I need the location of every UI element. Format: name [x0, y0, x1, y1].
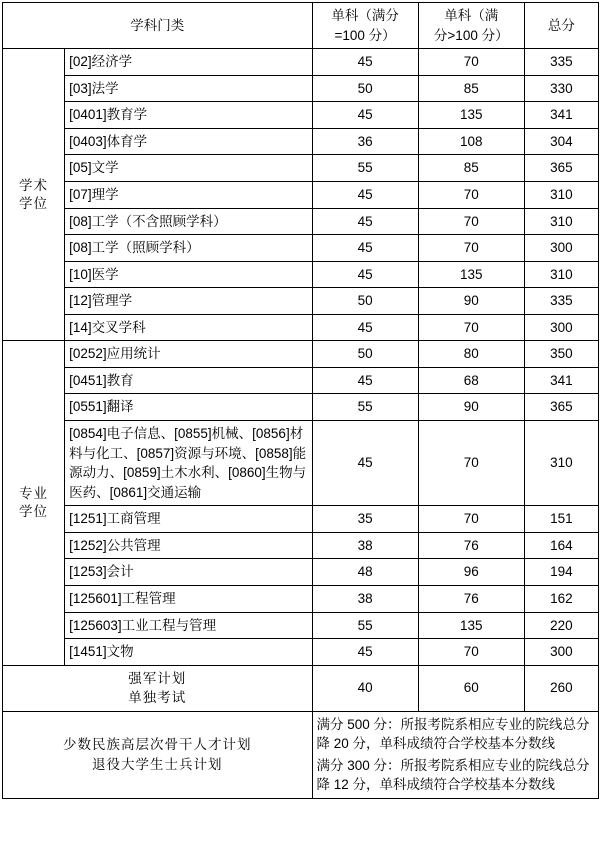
- score-single-over-100: 70: [418, 181, 524, 208]
- discipline-name: [1252]公共管理: [65, 532, 312, 559]
- table-row: [3, 235, 599, 262]
- score-single-100: 50: [312, 288, 418, 315]
- score-single-100: 45: [312, 102, 418, 129]
- header-discipline: 学科门类: [3, 3, 313, 49]
- table-header-row: [3, 3, 599, 49]
- table-row: [3, 75, 599, 102]
- table-row-special: [3, 665, 599, 711]
- table-row: [3, 49, 599, 76]
- special-plan-label: [3, 665, 313, 711]
- score-total: 310: [524, 208, 598, 235]
- minority-plan-line2: 退役大学生士兵计划: [92, 756, 223, 772]
- table-row-note: [3, 711, 599, 798]
- score-single-100: 45: [312, 314, 418, 341]
- discipline-name: [10]医学: [65, 261, 312, 288]
- score-single-over-100: 90: [418, 394, 524, 421]
- score-single-over-100: 70: [418, 506, 524, 533]
- score-single-over-100: 90: [418, 288, 524, 315]
- table-row: [3, 102, 599, 129]
- discipline-name: [12]管理学: [65, 288, 312, 315]
- discipline-name: [1251]工商管理: [65, 506, 312, 533]
- score-single-over-100: 70: [418, 639, 524, 666]
- table-row: [3, 314, 599, 341]
- score-total: 220: [524, 612, 598, 639]
- score-single-100: 45: [312, 639, 418, 666]
- group-label-line2: 学位: [19, 503, 49, 519]
- discipline-name: [0551]翻译: [65, 394, 312, 421]
- score-single-over-100: 85: [418, 75, 524, 102]
- table-row: [3, 128, 599, 155]
- table-row: [3, 367, 599, 394]
- table-row: [3, 261, 599, 288]
- table-row: [3, 612, 599, 639]
- score-total: 310: [524, 261, 598, 288]
- header-total: 总分: [524, 3, 598, 49]
- special-plan-line1: 强军计划: [128, 670, 187, 686]
- special-plan-line2: 单独考试: [128, 690, 187, 706]
- score-single-over-100: 85: [418, 155, 524, 182]
- discipline-name: [05]文学: [65, 155, 312, 182]
- table-row: [3, 181, 599, 208]
- header-single-100-line2: =100 分）: [334, 27, 396, 43]
- score-total: 151: [524, 506, 598, 533]
- minority-plan-line1: 少数民族高层次骨干人才计划: [63, 737, 252, 753]
- score-single-over-100: 76: [418, 585, 524, 612]
- score-total: 300: [524, 235, 598, 262]
- score-single-over-100: 70: [418, 421, 524, 506]
- score-total: 350: [524, 341, 598, 368]
- score-total: 341: [524, 367, 598, 394]
- score-single-100: 50: [312, 75, 418, 102]
- discipline-name: [08]工学（不含照顾学科）: [65, 208, 312, 235]
- score-single-over-100: 96: [418, 559, 524, 586]
- score-single-over-100: 76: [418, 532, 524, 559]
- score-single-100: 45: [312, 181, 418, 208]
- table-row: [3, 288, 599, 315]
- header-single-over-100-line2: 分>100 分）: [433, 27, 509, 43]
- score-single-100: 38: [312, 532, 418, 559]
- score-total: 304: [524, 128, 598, 155]
- discipline-name: [125601]工程管理: [65, 585, 312, 612]
- score-total: 365: [524, 394, 598, 421]
- score-single-over-100: 135: [418, 261, 524, 288]
- score-total: 310: [524, 181, 598, 208]
- score-single-100: 45: [312, 367, 418, 394]
- group-label-line2: 学位: [19, 195, 49, 211]
- score-single-100: 55: [312, 612, 418, 639]
- table-row: [3, 585, 599, 612]
- score-total: 335: [524, 49, 598, 76]
- minority-plan-label: [3, 711, 313, 798]
- score-single-100: 35: [312, 506, 418, 533]
- header-single-over-100: [418, 3, 524, 49]
- table-row: [3, 208, 599, 235]
- group-label-academic: [3, 49, 65, 341]
- discipline-name: [0403]体育学: [65, 128, 312, 155]
- discipline-name: [125603]工业工程与管理: [65, 612, 312, 639]
- score-total: 194: [524, 559, 598, 586]
- table-row: [3, 394, 599, 421]
- admission-score-table: [2, 2, 599, 799]
- discipline-name: [03]法学: [65, 75, 312, 102]
- score-single-100: 50: [312, 341, 418, 368]
- discipline-name: [02]经济学: [65, 49, 312, 76]
- minority-plan-notes: [312, 711, 599, 798]
- score-single-100: 45: [312, 421, 418, 506]
- score-single-over-100: 70: [418, 314, 524, 341]
- score-single-over-100: 70: [418, 208, 524, 235]
- score-total: 300: [524, 314, 598, 341]
- table-row: [3, 532, 599, 559]
- score-single-over-100: 60: [418, 665, 524, 711]
- score-total: 310: [524, 421, 598, 506]
- table-row: [3, 421, 599, 506]
- score-single-over-100: 108: [418, 128, 524, 155]
- table-row: [3, 341, 599, 368]
- score-single-100: 45: [312, 235, 418, 262]
- score-total: 162: [524, 585, 598, 612]
- score-single-over-100: 135: [418, 612, 524, 639]
- header-single-100-line1: 单科（满分: [331, 8, 399, 23]
- discipline-name-multi: [0854]电子信息、[0855]机械、[0856]材料与化工、[0857]资源与环境、[0858]能源动力、[0859]土木水利、[0860]生物与医药、[0861]交通运输: [65, 421, 312, 506]
- discipline-name: [1451]文物: [65, 639, 312, 666]
- score-single-100: 45: [312, 208, 418, 235]
- discipline-name: [14]交叉学科: [65, 314, 312, 341]
- score-total: 164: [524, 532, 598, 559]
- table-row: [3, 506, 599, 533]
- table-row: [3, 155, 599, 182]
- score-single-100: 48: [312, 559, 418, 586]
- score-total: 341: [524, 102, 598, 129]
- discipline-name: [0401]教育学: [65, 102, 312, 129]
- group-label-professional: [3, 341, 65, 665]
- score-total: 335: [524, 288, 598, 315]
- discipline-name: [07]理学: [65, 181, 312, 208]
- note-line-300: 满分 300 分：所报考院系相应专业的院线总分降 12 分，单科成绩符合学校基本分数线: [316, 757, 590, 793]
- discipline-name: [0451]教育: [65, 367, 312, 394]
- score-total: 260: [524, 665, 598, 711]
- group-label-line1: 学术: [19, 178, 49, 194]
- score-single-over-100: 80: [418, 341, 524, 368]
- score-single-100: 55: [312, 394, 418, 421]
- score-total: 330: [524, 75, 598, 102]
- group-label-line1: 专业: [19, 486, 49, 502]
- score-total: 300: [524, 639, 598, 666]
- score-single-100: 45: [312, 49, 418, 76]
- header-single-100: [312, 3, 418, 49]
- table-row: [3, 639, 599, 666]
- score-single-over-100: 135: [418, 102, 524, 129]
- discipline-name: [0252]应用统计: [65, 341, 312, 368]
- score-single-100: 36: [312, 128, 418, 155]
- discipline-name: [1253]会计: [65, 559, 312, 586]
- score-single-100: 40: [312, 665, 418, 711]
- table-row: [3, 559, 599, 586]
- score-single-100: 55: [312, 155, 418, 182]
- note-line-500: 满分 500 分：所报考院系相应专业的院线总分降 20 分，单科成绩符合学校基本分数线: [316, 716, 590, 752]
- score-total: 365: [524, 155, 598, 182]
- score-single-over-100: 70: [418, 49, 524, 76]
- score-single-100: 38: [312, 585, 418, 612]
- header-single-over-100-line1: 单科（满: [444, 8, 499, 23]
- discipline-name: [08]工学（照顾学科）: [65, 235, 312, 262]
- score-single-over-100: 68: [418, 367, 524, 394]
- score-single-over-100: 70: [418, 235, 524, 262]
- score-single-100: 45: [312, 261, 418, 288]
